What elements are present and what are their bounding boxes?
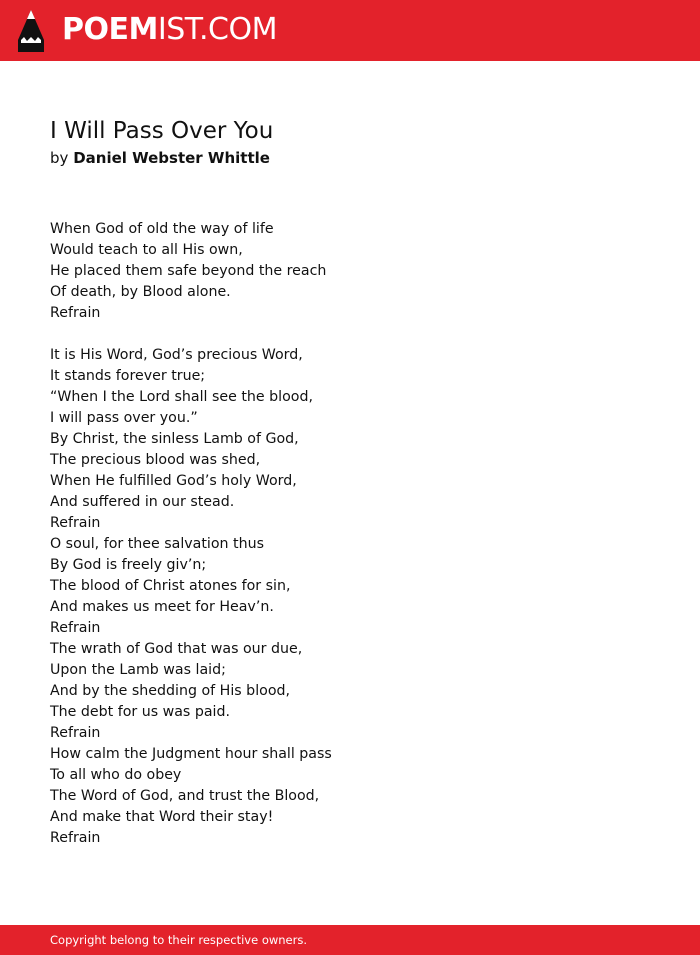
poem-line: By Christ, the sinless Lamb of God, bbox=[50, 431, 299, 447]
poem-line: When He fulfilled God’s holy Word, bbox=[50, 473, 297, 489]
poem-line: And make that Word their stay! bbox=[50, 809, 274, 825]
poem-line: The blood of Christ atones for sin, bbox=[50, 578, 291, 594]
poem-line: The debt for us was paid. bbox=[50, 704, 230, 720]
by-label: by bbox=[50, 149, 69, 167]
poem-line: It is His Word, God’s precious Word, bbox=[50, 347, 303, 363]
poem-line: Refrain bbox=[50, 620, 101, 636]
poem-line: And makes us meet for Heav’n. bbox=[50, 599, 274, 615]
poem-line: The precious blood was shed, bbox=[50, 452, 261, 468]
site-footer bbox=[0, 925, 700, 955]
poem-line: It stands forever true; bbox=[50, 368, 206, 384]
poem-line: When God of old the way of life bbox=[50, 221, 274, 237]
poem-line: “When I the Lord shall see the blood, bbox=[50, 389, 313, 405]
poem-line: Would teach to all His own, bbox=[50, 242, 243, 258]
poem-line: Refrain bbox=[50, 830, 101, 846]
poem-line: To all who do obey bbox=[50, 767, 182, 783]
poem-body bbox=[50, 219, 650, 849]
poem-line: Upon the Lamb was laid; bbox=[50, 662, 226, 678]
poem-line: And by the shedding of His blood, bbox=[50, 683, 291, 699]
poem-line: Refrain bbox=[50, 305, 101, 321]
poem-line: Refrain bbox=[50, 725, 101, 741]
poem-author: Daniel Webster Whittle bbox=[73, 149, 270, 167]
copyright-text: Copyright belong to their respective owners. bbox=[50, 933, 308, 947]
stanza-break bbox=[50, 324, 650, 345]
site-header bbox=[0, 0, 700, 61]
poem-line: I will pass over you.” bbox=[50, 410, 198, 426]
poem-line: Refrain bbox=[50, 515, 101, 531]
logo-bold-text: POEM bbox=[62, 12, 158, 47]
poem-line: He placed them safe beyond the reach bbox=[50, 263, 327, 279]
poem-line: And suffered in our stead. bbox=[50, 494, 235, 510]
poem-line: How calm the Judgment hour shall pass bbox=[50, 746, 332, 762]
poem-line: The wrath of God that was our due, bbox=[50, 641, 303, 657]
site-logo[interactable] bbox=[62, 12, 277, 48]
pencil-tip-icon bbox=[18, 10, 44, 52]
poem-line: By God is freely giv’n; bbox=[50, 557, 207, 573]
poem-title: I Will Pass Over You bbox=[50, 118, 274, 144]
poem-byline bbox=[50, 148, 270, 169]
poem-line: The Word of God, and trust the Blood, bbox=[50, 788, 320, 804]
logo-light-text: IST.COM bbox=[157, 12, 277, 47]
poem-line: O soul, for thee salvation thus bbox=[50, 536, 264, 552]
poem-line: Of death, by Blood alone. bbox=[50, 284, 231, 300]
